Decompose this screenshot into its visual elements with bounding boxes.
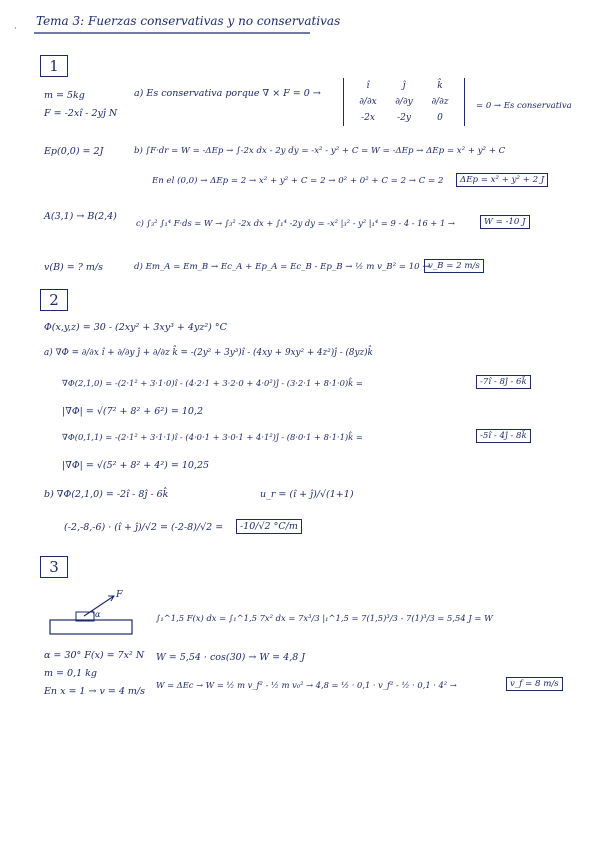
given-initial-velocity: En x = 1 → v = 4 m/s xyxy=(44,686,145,697)
part-b-gradient: b) ∇Φ(2,1,0) = -2î - 8ĵ - 6k̂ xyxy=(44,489,169,500)
given-ep: Ep(0,0) = 2J xyxy=(44,146,104,157)
given-mass-3: m = 0,1 kg xyxy=(44,668,97,679)
matrix-cell: ∂/∂x xyxy=(359,97,377,107)
given-angle-force: α = 30° F(x) = 7x² N xyxy=(44,650,145,661)
matrix-cell: -2x xyxy=(361,113,375,123)
matrix-cell: ĵ xyxy=(402,81,406,91)
gradient-point-1: ∇Φ(2,1,0) = -(2·1² + 3·1·0)î - (4·2·1 + 3·2·0 + 4·0²)ĵ - (3·2·1 + 8·1·0)k̂ = xyxy=(62,378,363,388)
part-c-answer: W = -10 J xyxy=(480,215,530,229)
page-title: Tema 3: Fuerzas conservativas y no conservativas xyxy=(36,14,341,28)
angle-label: α xyxy=(95,610,101,619)
final-velocity-answer: v_f = 8 m/s xyxy=(506,677,563,691)
matrix-cell: k̂ xyxy=(437,81,443,91)
work-projection: W = 5,54 · cos(30) → W = 4,8 J xyxy=(156,652,306,663)
problem-3-number: 3 xyxy=(40,556,68,578)
phi-function: Φ(x,y,z) = 30 - (2xy² + 3xy³ + 4yz²) °C xyxy=(44,322,227,333)
part-b-answer: ΔEp = x² + y² + 2 J xyxy=(456,173,548,187)
problem-1-number: 1 xyxy=(40,55,68,77)
part-b-line: b) ∫F·dr = W = -ΔEp → ∫-2x dx - 2y dy = -x² - y² + C = W = -ΔEp → ΔEp = x² + y² + C xyxy=(134,146,506,156)
force-vector-label: F xyxy=(116,589,123,600)
curl-determinant xyxy=(343,78,465,126)
part-c-line: c) ∫₃² ∫₁⁴ F·ds = W → ∫₃² -2x dx + ∫₁⁴ -2y dy = -x² |₃² - y² |₁⁴ = 9 - 4 - 16 + 1 → xyxy=(136,218,455,228)
matrix-cell: -2y xyxy=(397,113,411,123)
part-d-line: d) Em_A = Em_B → Ec_A + Ep_A = Ec_B - Ep_B → ½ m v_B² = 10 → xyxy=(134,262,430,272)
incline-diagram xyxy=(44,590,144,650)
title-underline xyxy=(0,0,600,40)
given-mass: m = 5kg xyxy=(44,90,85,101)
directional-derivative-answer: -10/√2 °C/m xyxy=(236,519,302,534)
gradient-definition: a) ∇Φ = ∂/∂x î + ∂/∂y ĵ + ∂/∂z k̂ = -(2y² + 3y³)î - (4xy + 9xy² + 4z²)ĵ - (8yz)k̂ xyxy=(44,348,373,358)
given-force: F = -2xî - 2yĵ N xyxy=(44,108,118,119)
work-integral: ∫₁^1,5 F(x) dx = ∫₁^1,5 7x² dx = 7x³/3 |₁^1,5 = 7(1,5)³/3 - 7(1)³/3 = 5,54 J = W xyxy=(156,613,493,623)
part-d-answer: v_B = 2 m/s xyxy=(424,259,484,273)
matrix-cell: 0 xyxy=(437,113,443,123)
unit-vector: u_r = (î + ĵ)/√(1+1) xyxy=(260,489,354,500)
gradient-point-2-answer: -5î - 4ĵ - 8k̂ xyxy=(476,429,531,443)
gradient-point-1-answer: -7î - 8ĵ - 6k̂ xyxy=(476,375,531,389)
given-velocity: v(B) = ? m/s xyxy=(44,262,103,273)
curl-result: = 0 → Es conservativa xyxy=(476,101,572,111)
problem-2-number: 2 xyxy=(40,289,68,311)
part-a-text: a) Es conservativa porque ∇ × F = 0 → xyxy=(134,88,321,99)
matrix-cell: ∂/∂z xyxy=(431,97,449,107)
gradient-modulus-1: |∇Φ| = √(7² + 8² + 6²) = 10,2 xyxy=(62,406,203,417)
matrix-cell: ∂/∂y xyxy=(395,97,413,107)
directional-derivative: (-2,-8,-6) · (î + ĵ)/√2 = (-2-8)/√2 = xyxy=(64,522,224,533)
given-points: A(3,1) → B(2,4) xyxy=(44,211,117,222)
gradient-modulus-2: |∇Φ| = √(5² + 8² + 4²) = 10,25 xyxy=(62,460,210,471)
matrix-cell: î xyxy=(366,81,370,91)
gradient-point-2: ∇Φ(0,1,1) = -(2·1² + 3·1·1)î - (4·0·1 + 3·0·1 + 4·1²)ĵ - (8·0·1 + 8·1·1)k̂ = xyxy=(62,432,363,442)
energy-theorem: W = ΔEc → W = ½ m v_f² - ½ m v₀² → 4,8 = ½ · 0,1 · v_f² - ½ · 0,1 · 4² → xyxy=(156,680,457,690)
margin-dot: · xyxy=(14,24,17,34)
part-b-constant: En el (0,0) → ΔEp = 2 → x² + y² + C = 2 → 0² + 0² + C = 2 → C = 2 xyxy=(152,176,444,186)
